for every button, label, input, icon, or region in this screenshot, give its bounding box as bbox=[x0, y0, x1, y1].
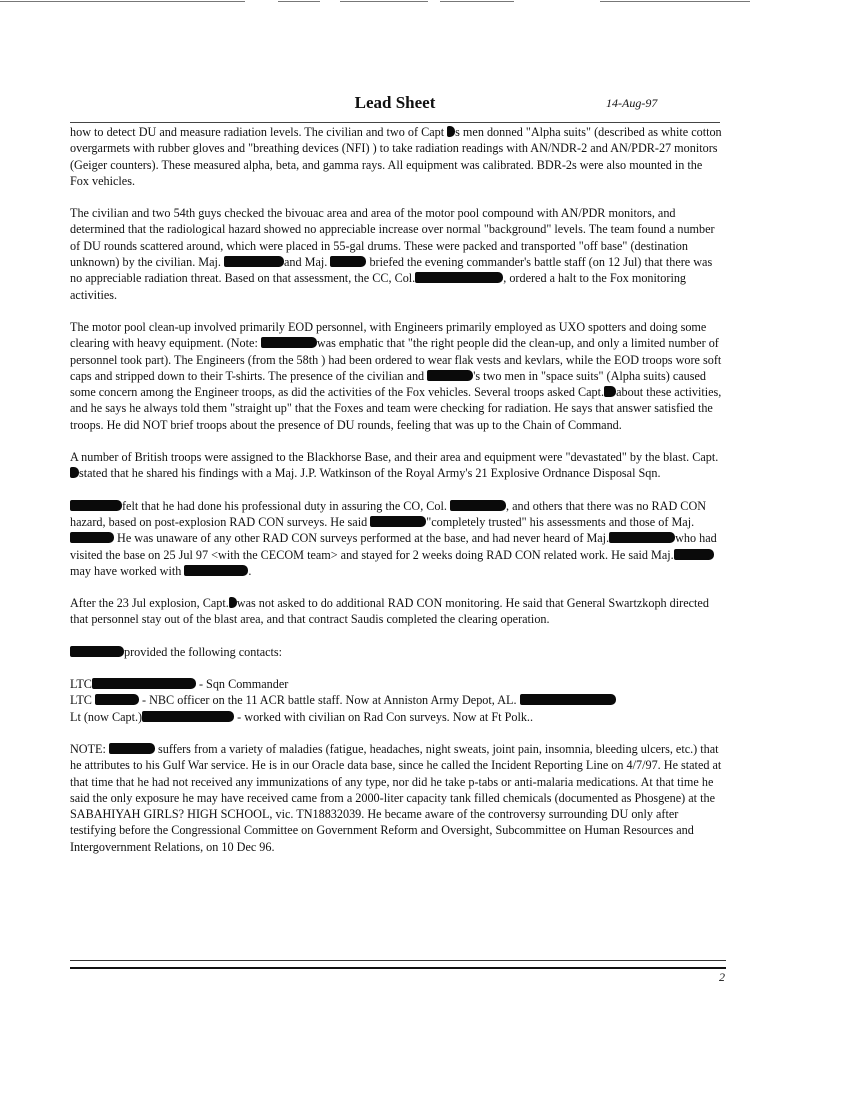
text-run: 's two men in "space suits" (Alpha suits) caused some concern among the Engineer troops, as did the activities of the Fox vehicles. Several troops asked Capt. bbox=[70, 368, 707, 400]
redaction-block bbox=[95, 694, 139, 705]
redaction-block bbox=[184, 565, 248, 576]
redaction-block bbox=[427, 370, 473, 381]
redaction-block bbox=[142, 711, 234, 722]
redaction-block bbox=[447, 126, 455, 137]
redaction-block bbox=[70, 467, 79, 478]
paragraph bbox=[70, 124, 722, 189]
text-run: , and others that there was no RAD CON hazard, based on post-explosion RAD CON surveys. He said bbox=[70, 498, 707, 529]
text-run: - worked with civilian on Rad Con surveys. Now at Ft Polk.. bbox=[234, 709, 534, 724]
text-run: who had visited the base on 25 Jul 97 <with the CECOM team> and stayed for 2 weeks doing RAD CON related work. He said Maj. bbox=[70, 531, 717, 562]
text-run: "completely trusted" his assessments and those of Maj. bbox=[426, 514, 695, 529]
redaction-block bbox=[674, 549, 714, 560]
paragraph bbox=[70, 498, 722, 579]
page-number: 2 bbox=[719, 970, 725, 984]
redaction-block bbox=[109, 743, 155, 754]
text-run: how to detect DU and measure radiation levels. The civilian and two of Capt bbox=[70, 125, 448, 139]
redaction-block bbox=[450, 500, 506, 511]
text-run: was not asked to do additional RAD CON monitoring. He said that General Swartzkoph directed that personnel stay out of the blast area, and that contract Saudis completed the clearing operation. bbox=[70, 596, 709, 627]
text-run: The civilian and two 54th guys checked the bivouac area and area of the motor pool compound with AN/PDR monitors, and determined that the radiological hazard showed no appreciable increase over normal "background" levels. The team found a number of DU rounds scattered around, which were placed in 55-gal drums. These were packed and transported "off base" (destination unknown) by the civilian. Maj. bbox=[70, 206, 715, 270]
paragraph bbox=[70, 644, 722, 660]
top-scan-edge bbox=[0, 0, 850, 6]
text-run: - NBC officer on the 11 ACR battle staff. Now at Anniston Army Depot, AL. bbox=[138, 693, 520, 708]
redaction-block bbox=[415, 272, 503, 283]
text-run: After the 23 Jul explosion, Capt. bbox=[70, 596, 229, 611]
redaction-block bbox=[330, 256, 366, 267]
text-run: provided the following contacts: bbox=[124, 644, 283, 659]
paragraph bbox=[70, 449, 722, 482]
redaction-block bbox=[70, 646, 124, 657]
text-run: stated that he shared his findings with a Maj. J.P. Watkinson of the Royal Army's 21 Explosive Ordnance Disposal Sqn. bbox=[79, 466, 661, 481]
paragraph bbox=[70, 319, 722, 433]
text-run: s men donned "Alpha suits" (described as white cotton overgarmets with rubber gloves and "breathing devices (NFI) ) to take radiation readings with AN/NDR-2 and AN/PDR-27 monitors (Geiger counters). These measured alpha, beta, and gamma rays. All equipment was calibrated. BDR-2s were also mounted in the Fox vehicles. bbox=[70, 125, 722, 188]
contact-entry bbox=[70, 709, 722, 725]
paragraph bbox=[70, 205, 722, 303]
text-run: felt that he had done his professional duty in assuring the CO, Col. bbox=[122, 498, 450, 513]
redaction-block bbox=[70, 500, 122, 511]
contacts-list bbox=[70, 676, 722, 725]
spacer bbox=[70, 725, 722, 741]
text-run: , ordered a halt to the Fox monitoring activities. bbox=[70, 271, 687, 302]
redaction-block bbox=[224, 256, 284, 267]
text-run: He was unaware of any other RAD CON surveys performed at the base, and had never heard of Maj. bbox=[114, 531, 610, 546]
text-run: may have worked with bbox=[70, 563, 185, 578]
text-run: suffers from a variety of maladies (fatigue, headaches, night sweats, joint pain, insomnia, bleeding ulcers, etc.) that he attributes to his Gulf War service. He is in our Oracle data base, since he called the Incident Reporting Line on 4/7/97. He stated at that time that he had not received any immunizations of any type, nor did he take p-tabs or anti-malaria medications. At that time he said the only exposure he may have received came from a 2000-liter capacity tank filled chemicals (documented as Phosgene) at the SABAHIYAH GIRLS? HIGH SCHOOL, vic. TN18832039. He became aware of the controversy surrounding DU only after testifying before the Congressional Committee on Government Reform and Oversight, Subcommittee on Human Resources and Intergovernment Relations, on 10 Dec 96. bbox=[70, 741, 722, 854]
text-run: . bbox=[248, 563, 252, 578]
text-run: The motor pool clean-up involved primarily EOD personnel, with Engineers primarily employed as UXO spotters and doing some clearing with heavy equipment. (Note: bbox=[70, 319, 707, 351]
document-body bbox=[70, 124, 722, 871]
redaction-block bbox=[261, 337, 317, 348]
text-run: NOTE: bbox=[70, 741, 109, 756]
text-run: about these activities, and he says he always told them "straight up" that the Foxes and team were checking for radiation. He says that answer satisfied the troops. He did NOT brief troops about the presence of DU rounds, feeling that was up to the Chain of Command. bbox=[70, 385, 722, 432]
text-run: was emphatic that "the right people did the clean-up, and only a limited number of personnel took part). The Engineers (from the 58th ) had been ordered to wear flak vests and kevlars, while the EOD troops wore soft caps and stripped down to their T-shirts. The presence of the civilian and bbox=[70, 336, 722, 383]
text-run: Lt (now Capt.) bbox=[70, 709, 143, 724]
header-rule bbox=[70, 122, 720, 123]
text-run: A number of British troops were assigned to the Blackhorse Base, and their area and equipment were "devastated" by the blast. Capt. bbox=[70, 450, 719, 465]
contact-entry bbox=[70, 692, 722, 708]
redaction-block bbox=[370, 516, 426, 527]
footer-rule bbox=[70, 960, 726, 961]
text-run: - Sqn Commander bbox=[195, 677, 289, 692]
redaction-block bbox=[604, 386, 616, 397]
text-run: and Maj. bbox=[284, 255, 331, 270]
narrative-paragraphs bbox=[70, 124, 722, 660]
text-run: LTC bbox=[70, 693, 95, 708]
page-title: Lead Sheet bbox=[354, 93, 436, 112]
text-run: LTC bbox=[70, 677, 92, 692]
note-paragraph bbox=[70, 741, 722, 855]
redaction-block bbox=[229, 597, 237, 608]
paragraph bbox=[70, 595, 722, 628]
header-date: 14-Aug-97 bbox=[606, 96, 658, 110]
redaction-block bbox=[92, 678, 196, 689]
footer-rule-thick bbox=[70, 967, 726, 969]
text-run: briefed the evening commander's battle staff (on 12 Jul) that there was no appreciable radiation threat. Based on that assessment, the CC, Col. bbox=[70, 255, 713, 286]
redaction-block bbox=[70, 532, 114, 543]
redaction-block bbox=[520, 694, 616, 705]
redaction-block bbox=[609, 532, 675, 543]
contact-entry bbox=[70, 676, 722, 692]
